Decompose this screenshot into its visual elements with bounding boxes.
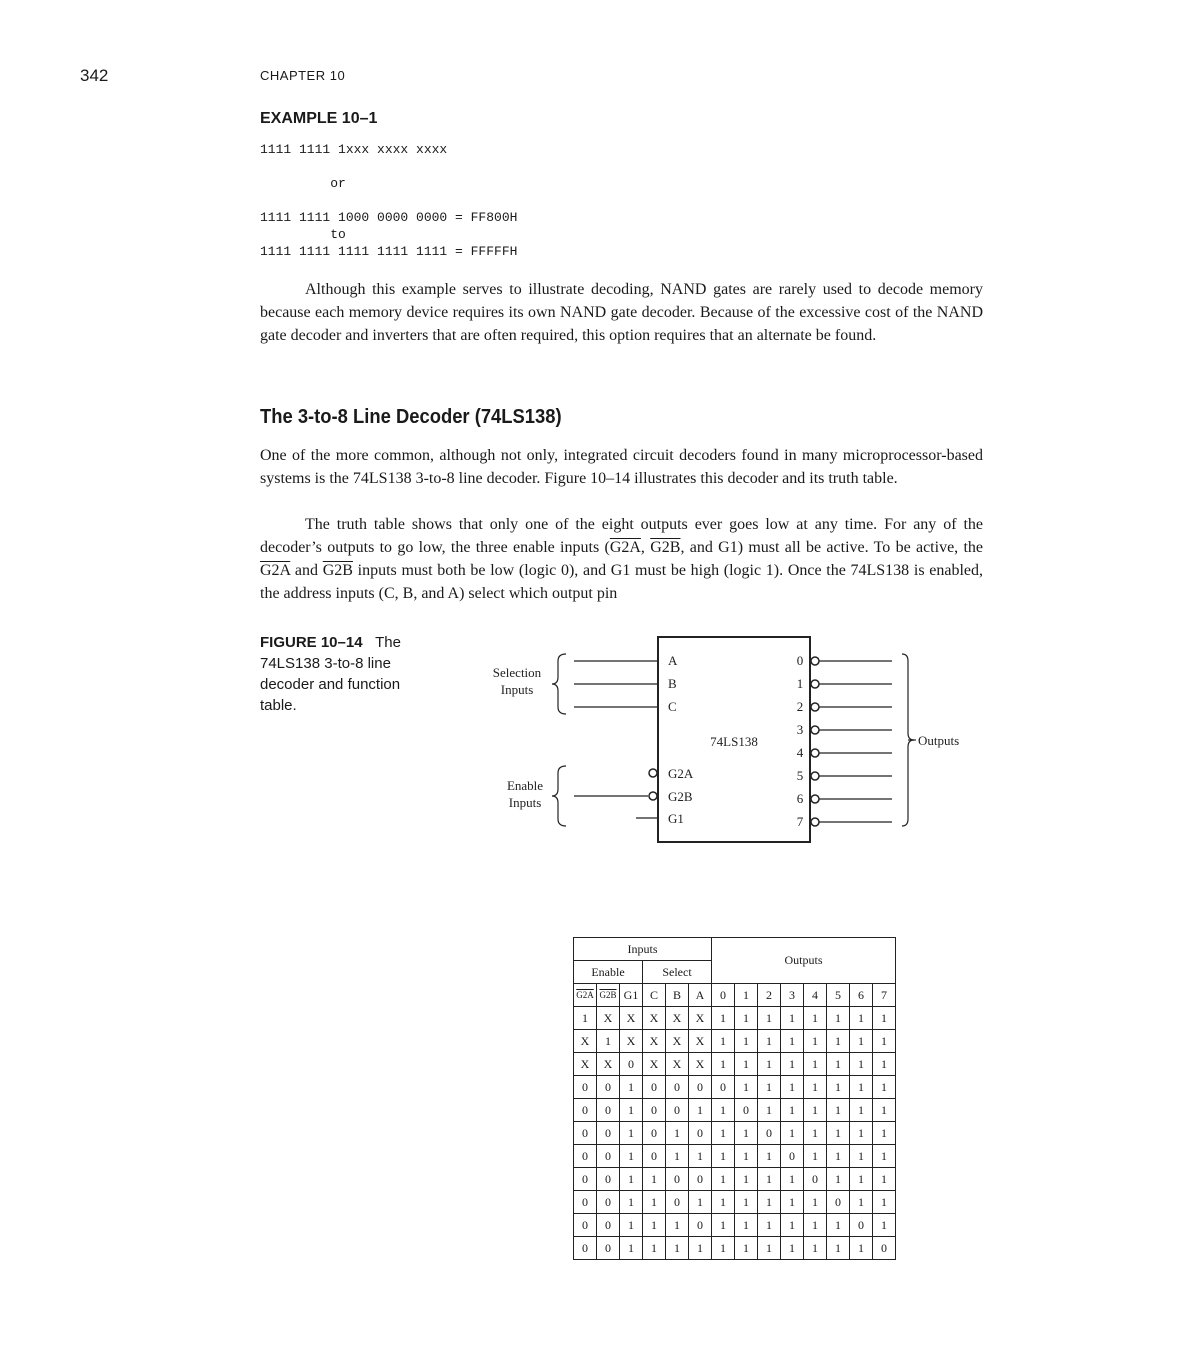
table-cell: 1 (873, 1007, 896, 1030)
table-cell: 0 (850, 1214, 873, 1237)
table-cell: 1 (620, 1145, 643, 1168)
table-cell: 1 (735, 1122, 758, 1145)
table-cell: X (574, 1053, 597, 1076)
table-cell: 1 (712, 1191, 735, 1214)
pin-label-g2a: G2A (668, 766, 694, 781)
table-cell: 1 (735, 1053, 758, 1076)
table-cell: 0 (689, 1122, 712, 1145)
column-header: 0 (712, 984, 735, 1007)
table-row (574, 1191, 896, 1214)
column-header: 6 (850, 984, 873, 1007)
section-heading: The 3-to-8 Line Decoder (74LS138) (260, 406, 562, 428)
inversion-bubble (811, 772, 819, 780)
table-cell: 1 (712, 1030, 735, 1053)
table-cell: 1 (758, 1053, 781, 1076)
table-cell: 1 (850, 1237, 873, 1260)
figure-caption-text: The 74LS138 3-to-8 line decoder and function table. (260, 634, 401, 714)
figure-caption (260, 632, 435, 716)
table-cell: X (574, 1030, 597, 1053)
page-number: 342 (80, 66, 109, 85)
table-cell: 1 (873, 1214, 896, 1237)
output-pin-label: 0 (796, 653, 804, 668)
table-cell: 1 (850, 1191, 873, 1214)
example-heading: EXAMPLE 10–1 (260, 110, 378, 127)
code-line: to (260, 227, 346, 242)
table-cell: 0 (574, 1237, 597, 1260)
table-cell: 1 (712, 1099, 735, 1122)
table-cell: 1 (804, 1214, 827, 1237)
pin-label-c: C (668, 699, 677, 714)
table-cell: 1 (781, 1237, 804, 1260)
table-cell: 1 (804, 1053, 827, 1076)
table-cell: 1 (781, 1214, 804, 1237)
table-cell: 0 (666, 1168, 689, 1191)
decoder-diagram (470, 630, 990, 850)
table-cell: 1 (850, 1168, 873, 1191)
output-pin-label: 7 (796, 814, 804, 829)
output-pin-label: 2 (796, 699, 804, 714)
table-cell: 0 (597, 1237, 620, 1260)
chapter-header: CHAPTER 10 (260, 68, 346, 83)
column-header: 3 (781, 984, 804, 1007)
table-cell: 1 (712, 1145, 735, 1168)
table-cell: 1 (827, 1214, 850, 1237)
table-cell: 1 (689, 1099, 712, 1122)
table-cell: 1 (666, 1145, 689, 1168)
table-cell: 1 (827, 1076, 850, 1099)
table-cell: 1 (735, 1007, 758, 1030)
table-cell: 1 (735, 1214, 758, 1237)
table-cell: 0 (597, 1122, 620, 1145)
table-cell: 0 (597, 1168, 620, 1191)
table-cell: 1 (758, 1214, 781, 1237)
paragraph: One of the more common, although not only, integrated circuit decoders found in many microprocessor-based systems is the 74LS138 3-to-8 line decoder. Figure 10–14 illustrates this decoder and its truth table. (260, 447, 983, 487)
table-cell: 1 (873, 1191, 896, 1214)
table-cell: 0 (574, 1191, 597, 1214)
table-cell: 1 (781, 1076, 804, 1099)
text-run: , and G1) must all be active. To be active, the (680, 539, 984, 556)
table-cell: 1 (758, 1076, 781, 1099)
selection-label: Inputs (500, 682, 534, 697)
signal-g2b: G2B (322, 562, 353, 579)
table-cell: 0 (873, 1237, 896, 1260)
table-cell: 1 (643, 1214, 666, 1237)
table-cell: 0 (689, 1168, 712, 1191)
table-cell: X (689, 1030, 712, 1053)
signal-g2a: G2A (609, 539, 641, 556)
table-cell: X (643, 1007, 666, 1030)
table-cell: 1 (758, 1237, 781, 1260)
signal-g2b: G2B (650, 539, 681, 556)
table-cell: 0 (666, 1076, 689, 1099)
table-cell: 1 (666, 1214, 689, 1237)
table-cell: 0 (758, 1122, 781, 1145)
table-cell: 0 (574, 1168, 597, 1191)
table-cell: 1 (850, 1122, 873, 1145)
table-cell: X (597, 1053, 620, 1076)
table-cell: 1 (850, 1053, 873, 1076)
text-run: , (640, 539, 651, 556)
table-cell: 1 (689, 1191, 712, 1214)
table-row (574, 1145, 896, 1168)
inversion-bubble (811, 657, 819, 665)
pin-label-g2b: G2B (668, 789, 693, 804)
table-cell: 1 (804, 1191, 827, 1214)
table-cell: X (620, 1030, 643, 1053)
code-line: 1111 1111 1000 0000 0000 = FF800H (260, 210, 518, 225)
table-row (574, 1053, 896, 1076)
inversion-bubble (811, 749, 819, 757)
column-header: 7 (873, 984, 896, 1007)
table-cell: 1 (804, 1030, 827, 1053)
output-pin-label: 4 (796, 745, 804, 760)
output-pin-label: 6 (796, 791, 804, 806)
table-cell: 1 (666, 1122, 689, 1145)
outputs-header: Outputs (712, 938, 896, 984)
table-row (574, 1214, 896, 1237)
table-cell: 1 (712, 1007, 735, 1030)
table-row (574, 1237, 896, 1260)
table-cell: 1 (689, 1145, 712, 1168)
column-header: C (643, 984, 666, 1007)
table-cell: 1 (620, 1122, 643, 1145)
figure-label: FIGURE 10–14 (260, 634, 363, 651)
inversion-bubble (811, 726, 819, 734)
column-header: 5 (827, 984, 850, 1007)
output-pin-label: 3 (796, 722, 804, 737)
table-cell: X (643, 1053, 666, 1076)
pin-label-a: A (668, 653, 678, 668)
table-row (574, 1076, 896, 1099)
table-cell: X (689, 1053, 712, 1076)
table-cell: 0 (643, 1145, 666, 1168)
table-cell: 1 (804, 1145, 827, 1168)
table-cell: 0 (597, 1145, 620, 1168)
table-cell: 1 (620, 1237, 643, 1260)
table-cell: 1 (620, 1099, 643, 1122)
table-cell: 0 (643, 1122, 666, 1145)
text-run: inputs must both be low (logic 0), and G1 must be high (logic 1). Once the 74LS138 is enabled, the address inputs (C, B, and A) select which output pin (260, 562, 983, 602)
output-pin-label: 5 (796, 768, 804, 783)
table-cell: 0 (781, 1145, 804, 1168)
table-cell: 1 (850, 1099, 873, 1122)
column-header: G1 (620, 984, 643, 1007)
table-cell: X (597, 1007, 620, 1030)
table-cell: 0 (643, 1076, 666, 1099)
select-header: Select (643, 961, 712, 984)
table-cell: 1 (758, 1099, 781, 1122)
table-cell: 1 (735, 1191, 758, 1214)
table-cell: X (666, 1053, 689, 1076)
table-cell: 1 (620, 1168, 643, 1191)
table-cell: X (643, 1030, 666, 1053)
table-cell: 1 (804, 1237, 827, 1260)
table-row (574, 1168, 896, 1191)
code-line: or (260, 176, 346, 191)
table-cell: 1 (620, 1076, 643, 1099)
table-cell: 1 (827, 1030, 850, 1053)
column-header: G2B (597, 984, 620, 1007)
table-cell: X (620, 1007, 643, 1030)
table-cell: 1 (712, 1168, 735, 1191)
table-cell: 1 (620, 1214, 643, 1237)
paragraph (260, 513, 983, 605)
table-cell: 1 (712, 1053, 735, 1076)
table-cell: 1 (758, 1145, 781, 1168)
table-cell: 0 (689, 1214, 712, 1237)
signal-g2a: G2A (260, 562, 291, 579)
table-cell: 0 (620, 1053, 643, 1076)
table-cell: 1 (689, 1237, 712, 1260)
table-cell: 0 (574, 1076, 597, 1099)
enable-label: Enable (506, 778, 544, 793)
table-cell: 0 (597, 1099, 620, 1122)
table-cell: 0 (666, 1099, 689, 1122)
table-cell: 1 (873, 1168, 896, 1191)
table-cell: X (689, 1007, 712, 1030)
table-cell: X (666, 1007, 689, 1030)
table-row (574, 1122, 896, 1145)
table-cell: 0 (574, 1145, 597, 1168)
table-cell: 1 (758, 1007, 781, 1030)
table-cell: 1 (873, 1053, 896, 1076)
table-cell: 1 (712, 1237, 735, 1260)
column-header: A (689, 984, 712, 1007)
table-cell: 1 (597, 1030, 620, 1053)
inversion-bubble (649, 792, 657, 800)
text-run: The truth table shows that only one of the eight outputs ever goes low at any time. For any of the decoder’s outputs to go low, the three enable inputs ( (260, 516, 983, 556)
output-pins (797, 653, 892, 829)
table-cell: 1 (620, 1191, 643, 1214)
table-cell: 1 (735, 1168, 758, 1191)
table-cell: 1 (781, 1099, 804, 1122)
table-cell: 1 (873, 1099, 896, 1122)
table-cell: 0 (574, 1214, 597, 1237)
table-cell: 0 (735, 1099, 758, 1122)
inversion-bubble (811, 680, 819, 688)
table-cell: 1 (643, 1237, 666, 1260)
table-cell: 1 (735, 1076, 758, 1099)
table-cell: 1 (850, 1007, 873, 1030)
table-cell: 1 (712, 1122, 735, 1145)
table-cell: 1 (804, 1076, 827, 1099)
inversion-bubble (811, 818, 819, 826)
pin-label-b: B (668, 676, 677, 691)
table-cell: 1 (712, 1214, 735, 1237)
inversion-bubble (811, 795, 819, 803)
table-cell: 1 (781, 1053, 804, 1076)
enable-header: Enable (574, 961, 643, 984)
table-cell: 1 (827, 1122, 850, 1145)
table-cell: 1 (827, 1053, 850, 1076)
table-cell: 0 (574, 1122, 597, 1145)
table-cell: 1 (781, 1168, 804, 1191)
truth-table (573, 937, 896, 1260)
table-cell: X (666, 1030, 689, 1053)
code-line: 1111 1111 1111 1111 1111 = FFFFFH (260, 244, 518, 259)
table-cell: 0 (597, 1076, 620, 1099)
code-line: 1111 1111 1xxx xxxx xxxx (260, 142, 448, 157)
table-cell: 1 (643, 1191, 666, 1214)
table-cell: 1 (781, 1191, 804, 1214)
table-cell: 0 (689, 1076, 712, 1099)
enable-label: Inputs (508, 795, 542, 810)
table-cell: 0 (643, 1099, 666, 1122)
table-cell: 1 (735, 1237, 758, 1260)
table-cell: 1 (735, 1145, 758, 1168)
table-cell: 1 (804, 1007, 827, 1030)
table-cell: 1 (804, 1099, 827, 1122)
inputs-header: Inputs (574, 938, 712, 961)
inversion-bubble (811, 703, 819, 711)
output-pin-label: 1 (796, 676, 804, 691)
column-header: G2A (574, 984, 597, 1007)
table-cell: 1 (827, 1237, 850, 1260)
column-header: B (666, 984, 689, 1007)
table-cell: 1 (850, 1145, 873, 1168)
table-cell: 1 (758, 1030, 781, 1053)
selection-label: Selection (492, 665, 542, 680)
table-cell: 1 (804, 1122, 827, 1145)
table-cell: 1 (873, 1076, 896, 1099)
pin-label-g1: G1 (668, 811, 684, 826)
table-cell: 1 (873, 1122, 896, 1145)
table-cell: 1 (827, 1099, 850, 1122)
table-cell: 1 (643, 1168, 666, 1191)
table-row (574, 1099, 896, 1122)
table-cell: 1 (827, 1145, 850, 1168)
column-header: 1 (735, 984, 758, 1007)
column-header: 2 (758, 984, 781, 1007)
table-cell: 0 (712, 1076, 735, 1099)
table-cell: 1 (735, 1030, 758, 1053)
table-cell: 1 (850, 1030, 873, 1053)
table-cell: 0 (804, 1168, 827, 1191)
table-cell: 1 (827, 1007, 850, 1030)
table-cell: 0 (597, 1214, 620, 1237)
table-cell: 1 (781, 1030, 804, 1053)
table-cell: 1 (758, 1168, 781, 1191)
table-row (574, 1007, 896, 1030)
table-cell: 1 (758, 1191, 781, 1214)
column-header: 4 (804, 984, 827, 1007)
table-cell: 0 (597, 1191, 620, 1214)
table-cell: 1 (574, 1007, 597, 1030)
table-cell: 1 (873, 1145, 896, 1168)
paragraph: Although this example serves to illustrate decoding, NAND gates are rarely used to decode memory because each memory device requires its own NAND gate decoder. Because of the excessive cost of the NAND gate decoder and inverters that are often required, this option requires that an alternate be found. (260, 281, 983, 344)
table-cell: 1 (827, 1168, 850, 1191)
outputs-label: Outputs (918, 733, 960, 748)
table-cell: 0 (574, 1099, 597, 1122)
inversion-bubble (649, 769, 657, 777)
table-cell: 0 (827, 1191, 850, 1214)
table-cell: 1 (850, 1076, 873, 1099)
table-cell: 1 (666, 1237, 689, 1260)
table-cell: 1 (781, 1007, 804, 1030)
table-cell: 1 (781, 1122, 804, 1145)
text-run: and (290, 562, 323, 579)
chip-name: 74LS138 (710, 734, 758, 749)
table-cell: 1 (873, 1030, 896, 1053)
table-row (574, 1030, 896, 1053)
table-cell: 0 (666, 1191, 689, 1214)
